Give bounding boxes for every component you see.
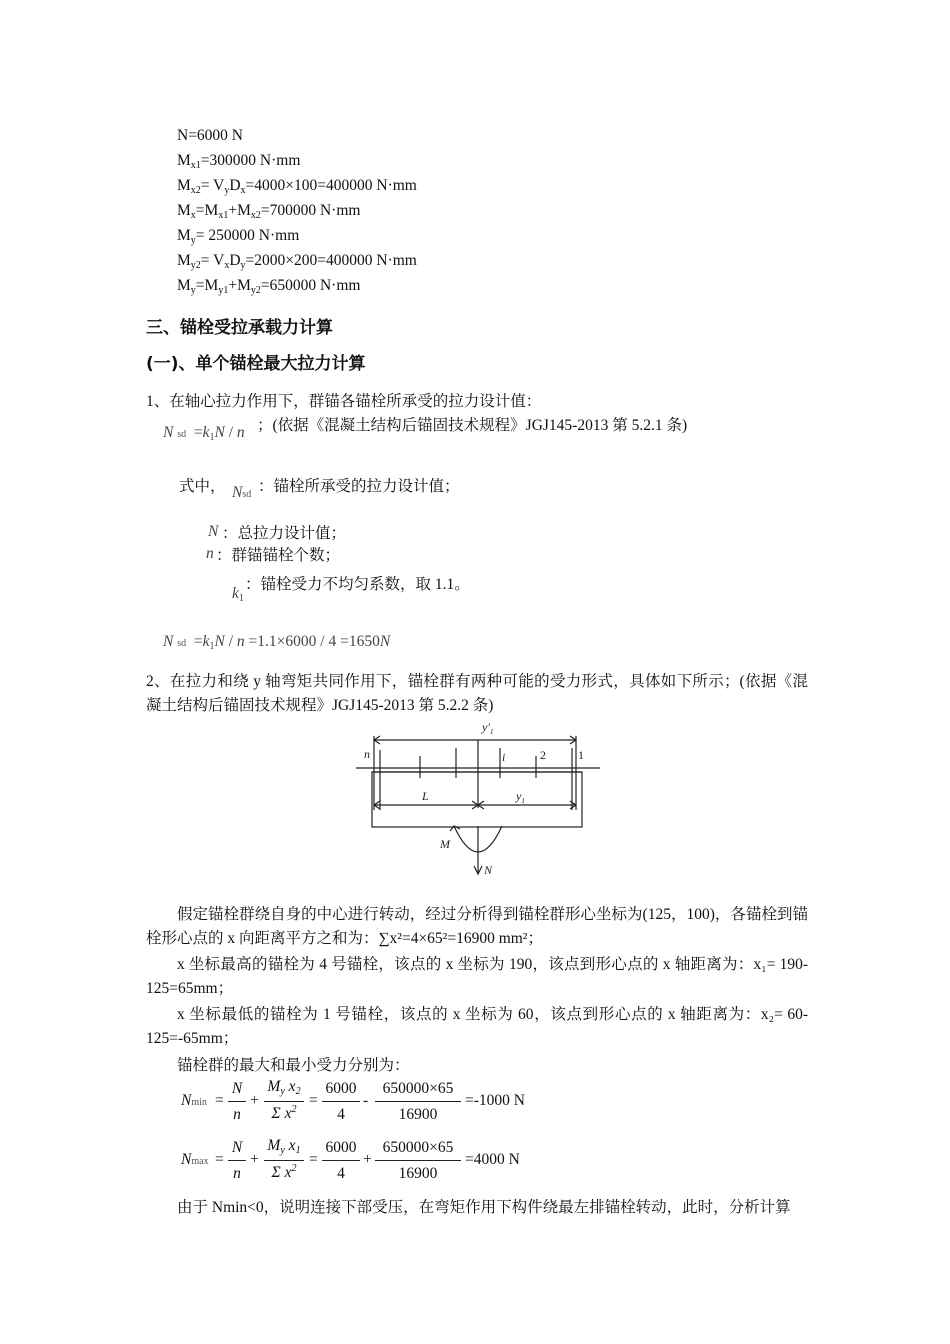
sym-n: n — [206, 545, 214, 562]
formula-myt: $M_y=M_{y1}+M_{y2}=650000$ N·mm — [177, 277, 361, 296]
nmax-frac1: N — [231, 1139, 243, 1156]
sym-N: N — [208, 523, 219, 540]
subsection-title: (一)、单个锚栓最大拉力计算 — [146, 354, 366, 374]
N-desc: ：总拉力设计值； — [222, 525, 347, 542]
dim-y1: $y_1$ — [516, 789, 525, 805]
formula-my: $M_y= 250000$ N·mm — [177, 227, 300, 246]
label-force-N: N — [484, 863, 493, 877]
nmax-label: Nmax — [181, 1151, 209, 1168]
nmin-result: =-1000 N — [465, 1092, 525, 1109]
sym-k1: $k_1$ — [232, 585, 244, 604]
eq-nsd-calc: N sd $=k_1N / n =1.1\times 6000 / 4 =1650N$ — [163, 633, 391, 652]
nsd-desc: ：锚栓所承受的拉力设计值； — [258, 478, 460, 495]
label-i: i — [502, 750, 506, 764]
k1-desc: ：锚栓受力不均匀系数，取 1.1。 — [245, 576, 470, 593]
nmin-eq1: = — [215, 1092, 224, 1109]
nmin-frac2: $M_y$ $x_2$ — [267, 1078, 301, 1097]
item1-intro: 1、在轴心拉力作用下，群锚各锚栓所承受的拉力设计值： — [146, 393, 542, 410]
nmax-frac4: 650000×65 — [382, 1139, 454, 1156]
formula-mx2: $M_{x2}= V_yD_x=4000\times 100=400000$ N·mm — [177, 177, 417, 196]
nmin-label: Nmin — [181, 1092, 207, 1109]
formula-my2: $M_{y2}= V_xD_y=2000\times 200=400000$ N·mm — [177, 252, 417, 271]
analysis-p5: 由于 Nmin<0，说明连接下部受压，在弯矩作用下构件绕最左排锚栓转动，此时，分析计算 — [177, 1199, 791, 1216]
label-n: n — [364, 747, 370, 761]
analysis-p2: x 坐标最高的锚栓为 4 号锚栓，该点的 x 坐标为 190，该点到形心点的 x 轴距离为：x₁= 190-125=65mm； — [146, 956, 808, 997]
nmin-frac4: 650000×65 — [382, 1080, 454, 1097]
nmin-frac3: 6000 — [325, 1080, 357, 1097]
dim-y1-prime: $y'_1$ — [482, 720, 494, 736]
item1-ref: ；(依据《混凝土结构后锚固技术规程》JGJ145-2013 第 5.2.1 条) — [257, 417, 688, 434]
nmin-frac1: N — [231, 1080, 243, 1097]
n-desc: ：群锚锚栓个数； — [216, 547, 341, 564]
eq-nsd: N sd $=k_1N / n$ — [163, 424, 245, 443]
formula-mx: $M_x=M_{x1}+M_{x2}=700000$ N·mm — [177, 202, 361, 221]
item2-text: 2、在拉力和绕 y 轴弯矩共同作用下，锚栓群有两种可能的受力形式，具体如下所示；(依据《混凝土结构后锚固技术规程》JGJ145-2013 第 5.2.2 条) — [146, 673, 808, 714]
nmax-frac3: 6000 — [325, 1139, 357, 1156]
analysis-p4: 锚栓群的最大和最小受力分别为： — [177, 1057, 410, 1074]
label-2: 2 — [540, 748, 546, 762]
analysis-p1: 假定锚栓群绕自身的中心进行转动，经过分析得到锚栓群形心坐标为(125，100)，各锚栓到锚栓形心点的 x 向距离平方之和为：∑x²=4×65²=16900 mm²； — [146, 906, 808, 947]
nmax-result: =4000 N — [465, 1151, 520, 1168]
anchor-diagram — [350, 718, 610, 883]
analysis-p3: x 坐标最低的锚栓为 1 号锚栓，该点的 x 坐标为 60，该点到形心点的 x 轴距离为：x₂= 60-125=-65mm； — [146, 1006, 808, 1047]
dim-L: L — [422, 789, 429, 803]
label-1: 1 — [578, 748, 584, 762]
formula-mx1: $M_{x1}=300000$ N·mm — [177, 152, 301, 171]
nmax-frac2: $M_y$ $x_1$ — [267, 1137, 301, 1156]
label-M: M — [440, 837, 450, 851]
formula-N: N=6000 N — [177, 127, 244, 144]
where-label: 式中， — [179, 478, 226, 495]
sym-nsd: Nsd — [232, 484, 252, 501]
section-title: 三、锚栓受拉承载力计算 — [146, 318, 333, 338]
